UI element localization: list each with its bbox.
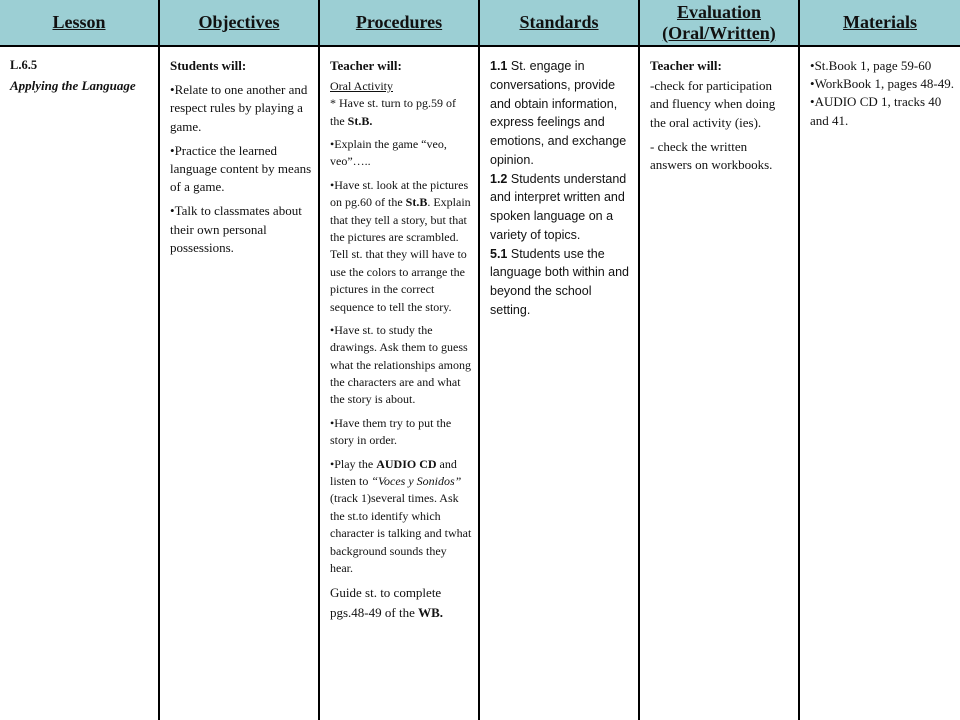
procedure-guide [330, 583, 472, 622]
material-item: • WorkBook 1, pages 48-49. [810, 75, 954, 93]
objectives-list [170, 81, 312, 257]
objective-item: • Talk to classmates about their own personal possessions. [170, 202, 312, 257]
header-objectives [160, 0, 320, 47]
header-lesson-label: Lesson [52, 12, 106, 33]
objective-item: • Practice the learned language content by means of a game. [170, 142, 312, 197]
procedure-step-5-rest: (track 1)several times. Ask the st.to identify which character is talking and twhat background sounds they hear. [330, 491, 472, 575]
lesson-cell [0, 47, 160, 720]
materials-list [810, 57, 954, 130]
evaluation-line-1: -check for participation and fluency when doing the oral activity (ies). [650, 78, 776, 130]
standard-3-text: Students use the language both within and beyond the school setting. [490, 246, 630, 317]
lesson-title: Applying the Language [10, 77, 136, 93]
procedure-step-2-rest: . Explain that they tell a story, but that the pictures are scrambled. Tell st. that they will have to use the colors to arrange the pictures in the correct sequence to tell the story. [330, 195, 471, 314]
header-standards-label: Standards [519, 12, 599, 33]
procedures-cell [320, 47, 480, 720]
header-procedures [320, 0, 480, 47]
evaluation-line-2: - check the written answers on workbooks. [650, 138, 773, 172]
objectives-intro: Students will: [170, 58, 247, 73]
procedure-step-5-title: “Voces y Sonidos” [371, 474, 462, 489]
header-evaluation-line2: (Oral/Written) [662, 22, 776, 43]
standard-1-text: St. engage in conversations, provide and obtain information, express feelings and emotions, and exchange opinion. [490, 59, 627, 167]
procedure-step-5-bold: AUDIO CD [376, 456, 437, 471]
header-evaluation [640, 0, 800, 47]
objective-item: • Relate to one another and respect rules by playing a game. [170, 81, 312, 136]
procedures-list [330, 136, 472, 577]
objectives-cell [160, 47, 320, 720]
procedures-intro: Teacher will: [330, 58, 402, 73]
procedure-step-0 [330, 95, 472, 130]
evaluation-cell [640, 47, 800, 720]
standard-1-number: 1.1 [490, 59, 508, 73]
materials-cell [800, 47, 960, 720]
header-materials-label: Materials [843, 12, 917, 33]
header-evaluation-line1: Evaluation [676, 1, 762, 22]
procedure-guide-bold: WB. [418, 604, 444, 620]
header-materials [800, 0, 960, 47]
procedure-step-3: • Have st. to study the drawings. Ask them to guess what the relationships among the characters are and what the story is about. [330, 322, 472, 409]
standard-2-number: 1.2 [490, 171, 508, 186]
procedure-step-4: • Have them try to put the story in order. [330, 415, 472, 450]
procedure-step-5-mid: and listen to [330, 456, 457, 489]
lesson-code: L.6.5 [10, 58, 38, 72]
procedure-step-2 [330, 177, 472, 316]
standard-3-number: 5.1 [490, 246, 508, 261]
material-item: • AUDIO CD 1, tracks 40 and 41. [810, 93, 954, 129]
oral-activity-label: Oral Activity [330, 78, 393, 93]
procedure-step-5 [330, 456, 472, 578]
procedure-step-1: • Explain the game “veo, veo”….. [330, 136, 472, 171]
header-lesson [0, 0, 160, 47]
procedure-step-5-text: Play the [334, 456, 377, 471]
procedure-step-0-bold: St.B. [347, 113, 373, 128]
header-procedures-label: Procedures [355, 12, 443, 33]
evaluation-intro: Teacher will: [650, 58, 722, 73]
header-standards [480, 0, 640, 47]
material-item: • St.Book 1, page 59-60 [810, 57, 954, 75]
procedure-guide-text: Guide st. to complete pgs.48-49 of the [330, 585, 442, 620]
standards-text [490, 57, 632, 320]
standards-cell [480, 47, 640, 720]
header-objectives-label: Objectives [198, 12, 280, 33]
procedure-step-2-text: Have st. look at the pictures on pg.60 of the [330, 177, 469, 210]
standard-2-text: Students understand and interpret written and spoken language on a variety of topics. [490, 171, 627, 242]
procedure-step-0-text: * Have st. turn to pg.59 of the [330, 96, 456, 128]
procedure-step-2-bold: St.B [405, 195, 428, 210]
